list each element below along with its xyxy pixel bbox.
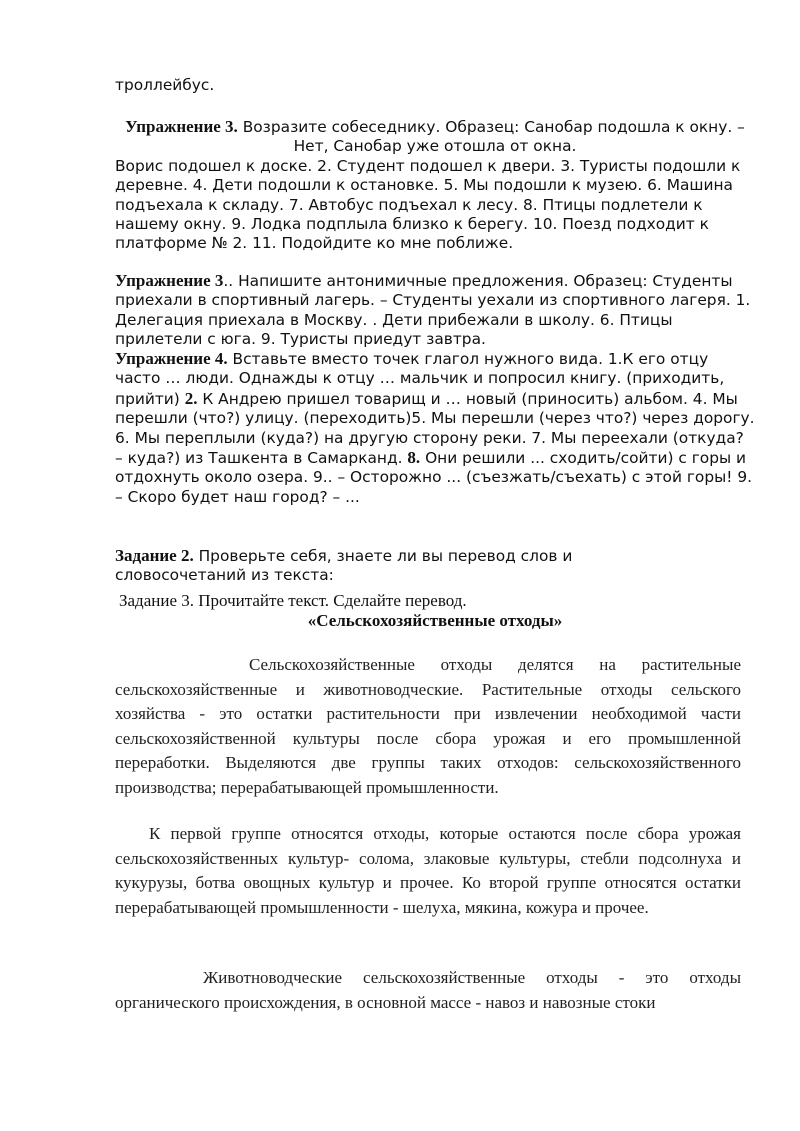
exercise-3a bbox=[115, 117, 755, 254]
exercise-4-label: Упражнение 4. bbox=[115, 349, 228, 368]
task-2-label: Задание 2. bbox=[115, 546, 194, 565]
exercise-4-num-2: 2. bbox=[184, 388, 198, 408]
article-paragraph-2: К первой группе относятся отходы, которые остаются после сбора урожая сельскохозяйственных культур- солома, злаковые культуры, стебли подсолнуха и кукурузы, ботва овощных культур и прочее. Ко второй группе относятся остатки перерабатывающей промышленности - шелуха, мякина, кожура и прочее. bbox=[115, 824, 741, 917]
exercise-3b bbox=[115, 271, 755, 350]
exercise-4-body-1: Вставьте вместо точек глагол нужного вида. 1.К его отцу часто … люди. Однажды к отцу … мальчик и попросил книгу. (приходить, прийти) bbox=[115, 350, 725, 408]
exercise-3a-header bbox=[115, 117, 755, 157]
exercise-3b-label: Упражнение 3 bbox=[115, 271, 224, 290]
exercise-3a-body: Ворис подошел к доске. 2. Студент подошел к двери. 3. Туристы подошли к деревне. 4. Дети подошли к остановке. 5. Мы подошли к музею. 6. Машина подъехала к складу. 7. Автобус подъехал к лесу. 8. Птицы подлетели к нашему окну. 9. Лодка подплыла близко к берегу. 10. Поезд подходит к платформе № 2. 11. Подойдите ко мне поближе. bbox=[115, 156, 741, 253]
task-3: Задание 3. Прочитайте текст. Сделайте перевод. bbox=[119, 591, 467, 610]
top-fragment: троллейбус. bbox=[115, 76, 215, 94]
article-paragraph-3: Животноводческие сельскохозяйственные отходы - это отходы органического происхождения, в основной массе - навоз и навозные стоки bbox=[115, 968, 741, 1012]
task-2-line1: Проверьте себя, знаете ли вы перевод слов и bbox=[193, 547, 573, 565]
task-2 bbox=[115, 546, 755, 586]
exercise-4-body-2: К Андрею пришел товарищ и … новый (приносить) альбом. 4. Мы перешли (что?) улицу. (переходить)5. Мы перешли (через что?) через дорогу. 6. Мы переплыли (куда?) на другую сторону реки. 7. Мы переехали (откуда? – куда?) из Ташкента в Самарканд. bbox=[115, 389, 755, 468]
article-title: «Сельскохозяйственные отходы» bbox=[307, 611, 563, 630]
exercise-4-num-8: 8. bbox=[407, 448, 421, 468]
task-2-line2: словосочетаний из текста: bbox=[115, 566, 334, 585]
exercise-3a-instruction: Возразите собеседнику. Образец: Санобар подошла к окну. – bbox=[237, 118, 745, 136]
article-paragraph-1: Сельскохозяйственные отходы делятся на растительные сельскохозяйственные и животноводческие. Растительные отходы сельского хозяйства - это остатки растительности при извлечении необходимой части сельскохозяйственной культуры после сбора урожая и его промышленной переработки. Выделяются две группы таких отходов: сельскохозяйственного производства; перерабатывающей промышленности. bbox=[115, 655, 741, 797]
exercise-3b-body: .. Напишите антонимичные предложения. Образец: Студенты приехали в спортивный лагерь. – Студенты уехали из спортивного лагеря. 1. Делегация приехала в Москву. . Дети прибежали в школу. 6. Птицы прилетели с юга. 9. Туристы приедут завтра. bbox=[115, 272, 751, 349]
exercise-3a-label: Упражнение 3. bbox=[125, 117, 238, 136]
exercise-4 bbox=[115, 349, 755, 507]
exercise-3a-instruction-line2: Нет, Санобар уже отошла от окна. bbox=[293, 137, 577, 156]
exercise-4-body-3: Они решили ... сходить/сойти) с горы и отдохнуть около озера. 9.. – Осторожно ... (съезжать/съехать) с этой горы! 9. – Скоро будет наш город? – ... bbox=[115, 449, 753, 506]
